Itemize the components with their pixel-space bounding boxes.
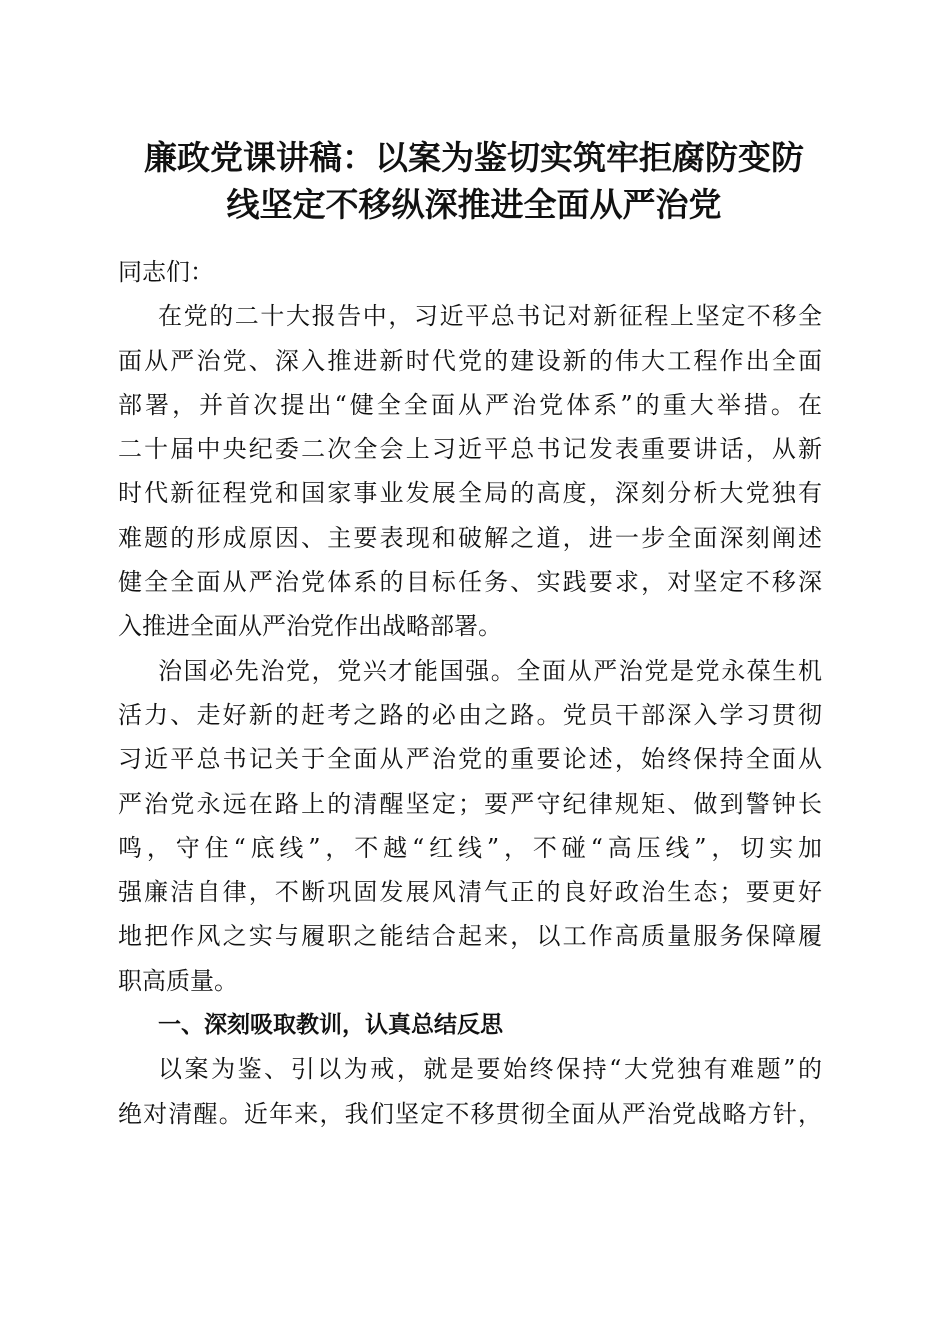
paragraph-line: 地把作风之实与履职之能结合起来，以工作高质量服务保障履 (118, 922, 822, 951)
paragraph-line: 强廉洁自律，不断巩固发展风清气正的良好政治生态；要更好 (118, 878, 822, 907)
paragraph-line: 活力、走好新的赶考之路的必由之路。党员干部深入学习贯彻 (118, 700, 822, 729)
paragraph-line: 健全全面从严治党体系的目标任务、实践要求，对坚定不移深 (118, 568, 822, 597)
paragraph-line: 习近平总书记关于全面从严治党的重要论述，始终保持全面从 (118, 745, 822, 774)
section-heading: 一、深刻吸取教训，认真总结反思 (158, 1012, 503, 1039)
paragraph-line: 难题的形成原因、主要表现和破解之道，进一步全面深刻阐述 (118, 523, 822, 552)
greeting: 同志们： (118, 258, 214, 286)
paragraph-line: 在党的二十大报告中，习近平总书记对新征程上坚定不移全 (158, 302, 822, 331)
paragraph-line: 绝对清醒。近年来，我们坚定不移贯彻全面从严治党战略方针， (118, 1099, 822, 1128)
paragraph-line: 治国必先治党，党兴才能国强。全面从严治党是党永葆生机 (158, 656, 822, 685)
title-line: 线坚定不移纵深推进全面从严治党 (226, 185, 722, 224)
document-body (118, 250, 822, 1136)
title-line: 廉政党课讲稿：以案为鉴切实筑牢拒腐防变防 (144, 138, 804, 177)
paragraph-line: 面从严治党、深入推进新时代党的建设新的伟大工程作出全面 (118, 346, 822, 375)
document-title (118, 134, 830, 228)
paragraph-line: 时代新征程党和国家事业发展全局的高度，深刻分析大党独有 (118, 479, 822, 508)
paragraph-line: 二十届中央纪委二次全会上习近平总书记发表重要讲话，从新 (118, 435, 822, 464)
paragraph-line: 严治党永远在路上的清醒坚定；要严守纪律规矩、做到警钟长 (118, 789, 822, 818)
paragraph-line: 入推进全面从严治党作出战略部署。 (118, 612, 502, 641)
paragraph-line: 部署，并首次提出“健全全面从严治党体系”的重大举措。在 (118, 390, 822, 419)
paragraph-line: 鸣，守住“底线”，不越“红线”，不碰“高压线”，切实加 (118, 833, 822, 862)
paragraph-line: 职高质量。 (118, 966, 238, 995)
paragraph-line: 以案为鉴、引以为戒，就是要始终保持“大党独有难题”的 (158, 1055, 822, 1084)
